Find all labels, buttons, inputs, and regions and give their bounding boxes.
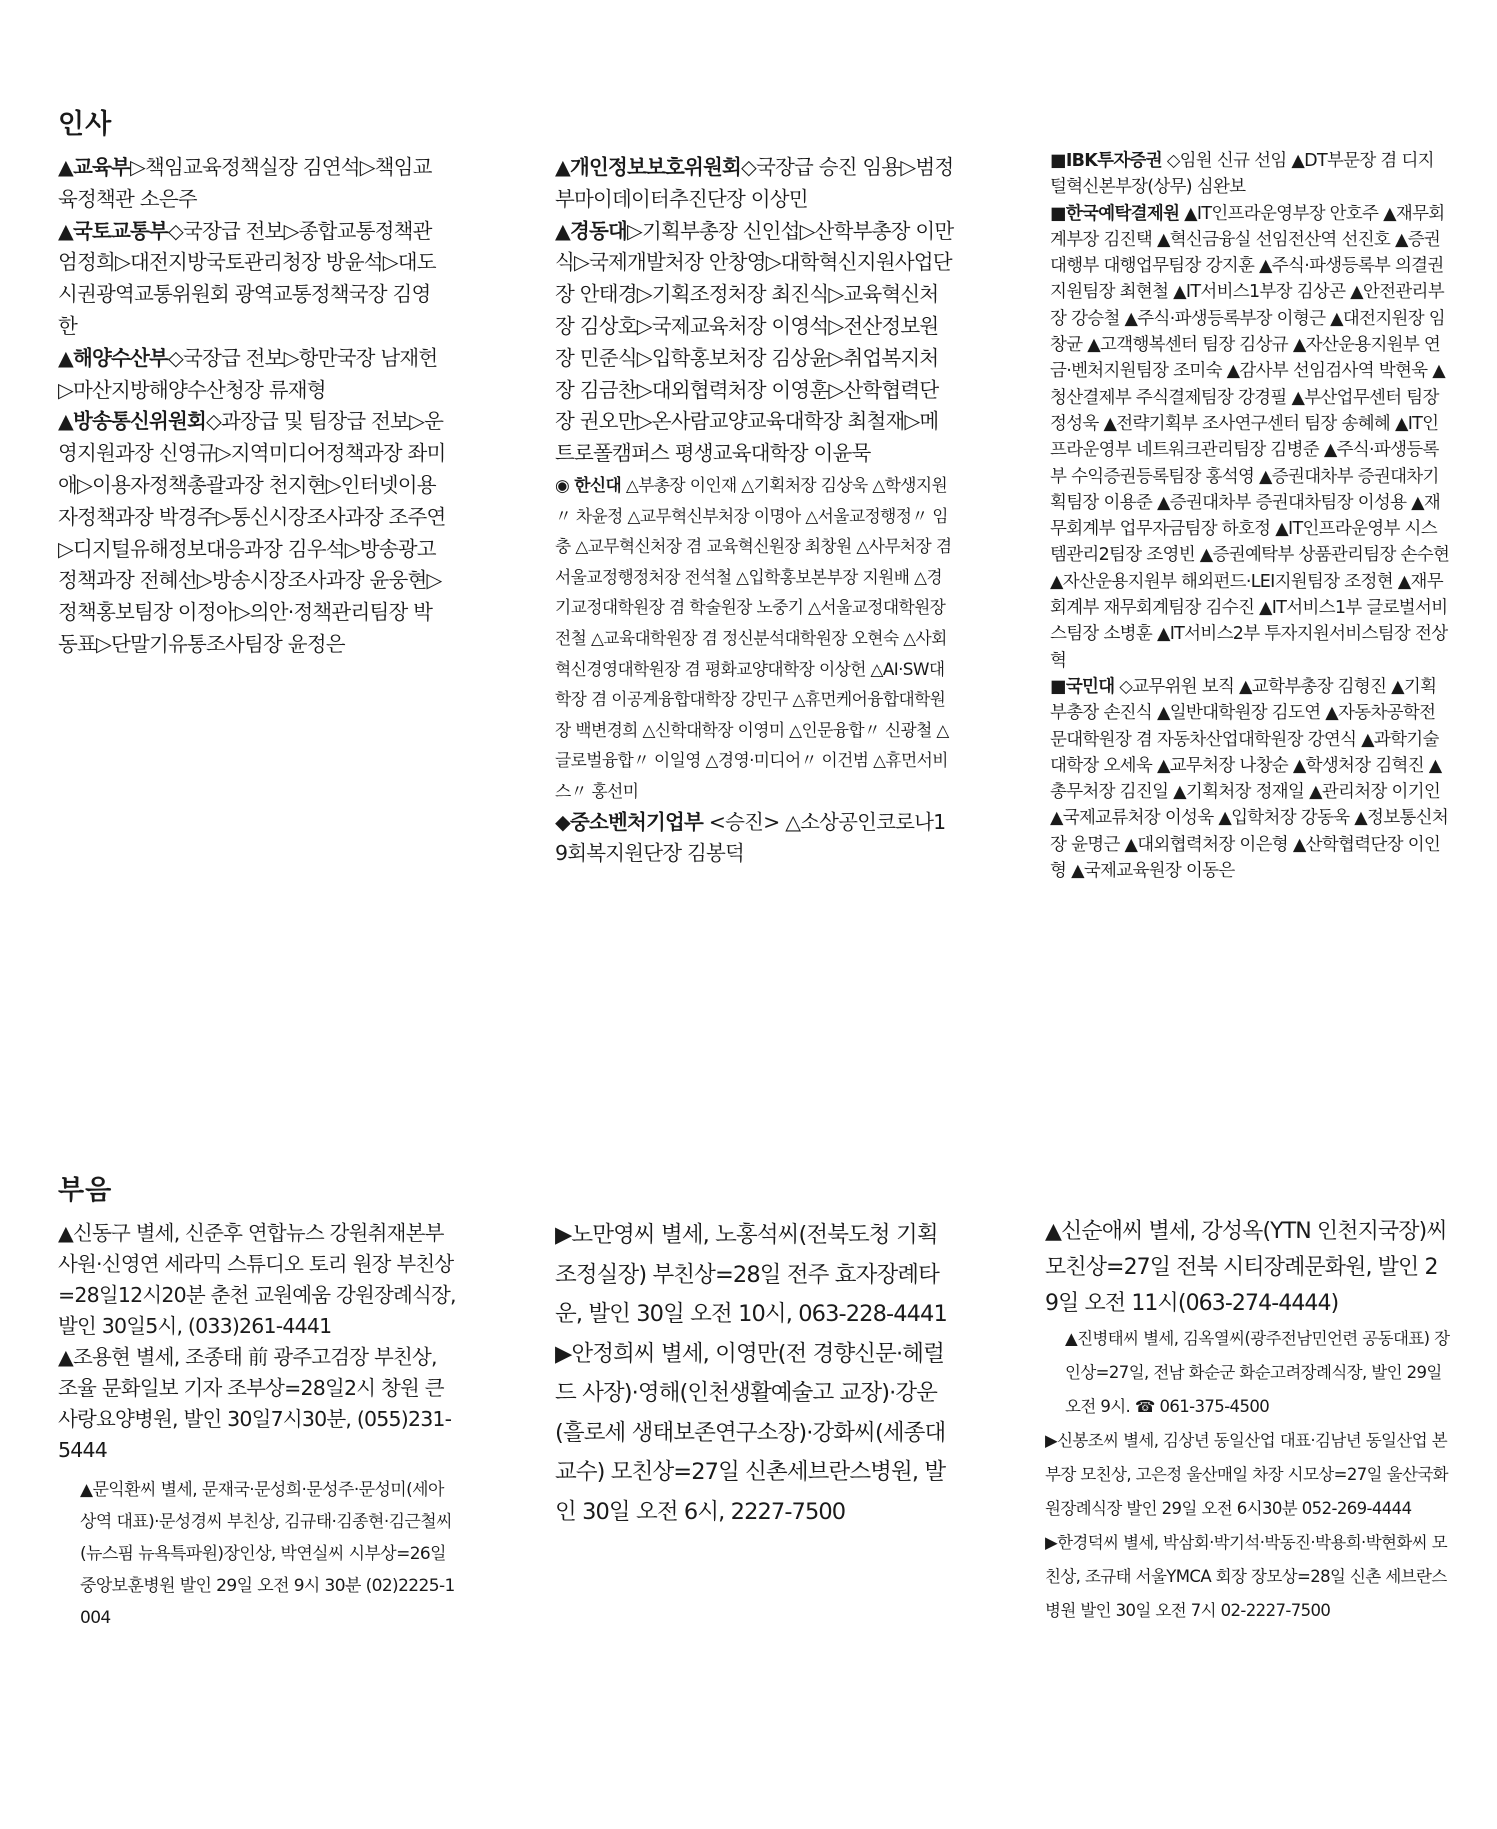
org-name: ▲교육부	[58, 155, 130, 179]
obituary-entry: ▶안정희씨 별세, 이영만(전 경향신문·헤럴드 사장)·영해(인천생활예술고 교장)·강운(흘로세 생태보존연구소장)·강화씨(세종대 교수) 모친상=27일 신촌세브란스병원, 발인 30일 오전 6시, 2227-7500	[555, 1340, 946, 1525]
org-name: ▲국토교통부	[58, 218, 168, 243]
org-name: ▲해양수산부	[58, 345, 168, 370]
obituary-entry-small: ▶한경덕씨 별세, 박삼회·박기석·박동진·박용희·박현화씨 모친상, 조규태 서울YMCA 회장 장모상=28일 신촌 세브란스병원 발인 30일 오전 7시 02-2227-7500	[1045, 1533, 1448, 1620]
org-name: ▲경동대	[555, 218, 627, 243]
org-name: ▲개인정보보호위원회	[555, 155, 741, 179]
personnel-entry	[555, 470, 955, 807]
personnel-column-1	[58, 152, 448, 661]
org-name: ■IBK투자증권	[1050, 151, 1162, 171]
entry-text: ◇교무위원 보직 ▲교학부총장 김형진 ▲기획부총장 손진식 ▲일반대학원장 김도연 ▲자동차공학전문대학원장 겸 자동차산업대학원장 강연식 ▲과학기술대학장 오세욱 ▲교무처장 나창순 ▲학생처장 김혁진 ▲총무처장 김진일 ▲기획처장 정재일 ▲관리처장 이기인 ▲국제교류처장 이성욱 ▲입학처장 강동욱 ▲정보통신처장 윤명근 ▲대외협력처장 이은형 ▲산학협력단장 이인형 ▲국제교육원장 이동은	[1050, 676, 1449, 882]
obituary-heading: 부음	[58, 1175, 113, 1206]
personnel-entry	[1050, 201, 1450, 674]
entry-text: ◇국장급 전보▷종합교통정책관 엄정희▷대전지방국토관리청장 방윤석▷대도시권광역교통위원회 광역교통정책국장 김영한	[58, 218, 436, 338]
obituary-entry-small: ▲문익환씨 별세, 문재국·문성희·문성주·문성미(세아상역 대표)·문성경씨 부친상, 김규태·김종현·김근철씨(뉴스핌 뉴욕특파원)장인상, 박연실씨 시부상=26일 중앙보훈병원 발인 29일 오전 9시 30분 (02)2225-1004	[80, 1480, 455, 1628]
personnel-entry	[58, 152, 448, 216]
org-name: ◆중소벤처기업부	[555, 809, 703, 834]
entry-text: △부총장 이인재 △기획처장 김상욱 △학생지원〃 차윤정 △교무혁신부처장 이명아 △서울교정행정〃 임충 △교무혁신처장 겸 교육혁신원장 최창원 △사무처장 겸 서울교정행정처장 전석철 △입학홍보본부장 지원배 △경기교정대학원장 겸 학술원장 노중기 △서울교정대학원장 전철 △교육대학원장 겸 정신분석대학원장 오현숙 △사회혁신경영대학원장 겸 평화교양대학장 이상헌 △AI·SW대학장 겸 이공계융합대학장 강민구 △휴먼케어융합대학원장 백변경희 △신학대학장 이영미 △인문융합〃 신광철 △글로벌융합〃 이일영 △경영·미디어〃 이건범 △휴먼서비스〃 홍선미	[555, 474, 952, 801]
personnel-entry	[1050, 148, 1450, 201]
org-name: ◉ 한신대	[555, 474, 622, 495]
personnel-column-2	[555, 152, 955, 870]
obituary-entry: ▲조용현 별세, 조종태 前 광주고검장 부친상, 조율 문화일보 기자 조부상=28일2시 창원 큰사랑요양병원, 발인 30일7시30분, (055)231-5444	[58, 1345, 452, 1462]
obituary-entry: ▶노만영씨 별세, 노홍석씨(전북도청 기획조정실장) 부친상=28일 전주 효자장례타운, 발인 30일 오전 10시, 063-228-4441	[555, 1222, 947, 1327]
entry-text: ▲IT인프라운영부장 안호주 ▲재무회계부장 김진택 ▲혁신금융실 선임전산역 선진호 ▲증권대행부 대행업무팀장 강지훈 ▲주식·파생등록부 의결권지원팀장 최현철 ▲IT서비스1부장 김상곤 ▲안전관리부장 강승철 ▲주식·파생등록부장 이형근 ▲대전지원장 임창균 ▲고객행복센터 팀장 김상규 ▲자산운용지원부 연금·벤처지원팀장 조미숙 ▲감사부 선임검사역 박현욱 ▲청산결제부 주식결제팀장 강경필 ▲부산업무센터 팀장 정성욱 ▲전략기획부 조사연구센터 팀장 송혜혜 ▲IT인프라운영부 네트워크관리팀장 김병준 ▲주식·파생등록부 수익증권등록팀장 홍석영 ▲증권대차부 증권대차기획팀장 이용준 ▲증권대차부 증권대차팀장 이성용 ▲재무회계부 업무자금팀장 하호정 ▲IT인프라운영부 시스템관리2팀장 조영빈 ▲증권예탁부 상품관리팀장 손수현 ▲자산운용지원부 해외펀드·LEI지원팀장 조정현 ▲재무회계부 재무회계팀장 김수진 ▲IT서비스1부 글로벌서비스팀장 소병훈 ▲IT서비스2부 투자지원서비스팀장 전상혁	[1050, 203, 1450, 671]
entry-text: ▷기획부총장 신인섭▷산학부총장 이만식▷국제개발처장 안창영▷대학혁신지원사업단장 안태경▷기획조정처장 최진식▷교육혁신처장 김상호▷국제교육처장 이영석▷전산정보원장 민준식▷입학홍보처장 김상윤▷취업복지처장 김금찬▷대외협력처장 이영훈▷산학협력단장 권오만▷온사람교양교육대학장 최철재▷메트로폴캠퍼스 평생교육대학장 이윤묵	[555, 218, 954, 466]
obituary-column-1	[58, 1218, 458, 1634]
personnel-entry	[555, 152, 955, 216]
obituary-entry: ▲신순애씨 별세, 강성옥(YTN 인천지국장)씨 모친상=27일 전북 시티장례문화원, 발인 29일 오전 11시(063-274-4444)	[1045, 1219, 1447, 1316]
entry-text: ▷책임교육정책실장 김연석▷책임교육정책관 소은주	[58, 155, 432, 211]
org-name: ■국민대	[1050, 676, 1115, 697]
org-name: ■한국예탁결제원	[1050, 203, 1180, 224]
entry-text: ◇과장급 및 팀장급 전보▷운영지원과장 신영규▷지역미디어정책과장 좌미애▷이용자정책총괄과장 천지현▷인터넷이용자정책과장 박경주▷통신시장조사과장 조주연▷디지털유해정보대응과장 김우석▷방송광고정책과장 전혜선▷방송시장조사과장 윤웅현▷정책홍보팀장 이정아▷의안·정책관리팀장 박동표▷단말기유통조사팀장 윤정은	[58, 409, 446, 656]
entry-text: ◇국장급 승진 임용▷범정부마이데이터추진단장 이상민	[555, 155, 954, 211]
org-name: ▲방송통신위원회	[58, 409, 206, 434]
personnel-entry	[555, 807, 955, 871]
personnel-entry	[1050, 674, 1450, 884]
obituary-entry-small: ▶신봉조씨 별세, 김상년 동일산업 대표·김남년 동일산업 본부장 모친상, 고은정 울산매일 차장 시모상=27일 울산국화원장례식장 발인 29일 오전 6시30분 052-269-4444	[1045, 1431, 1448, 1518]
obituary-column-2	[555, 1216, 957, 1532]
personnel-entry	[58, 406, 448, 660]
personnel-heading: 인사	[58, 109, 113, 140]
obituary-entry: ▲신동구 별세, 신준후 연합뉴스 강원취재본부 사원·신영연 세라믹 스튜디오 토리 원장 부친상=28일12시20분 춘천 교원예움 강원장례식장, 발인 30일5시, (033)261-4441	[58, 1221, 456, 1338]
personnel-entry	[58, 343, 448, 407]
personnel-column-3	[1050, 148, 1450, 884]
personnel-entry	[58, 216, 448, 343]
personnel-entry	[555, 216, 955, 470]
entry-text: ◇임원 신규 선임 ▲DT부문장 겸 디지털혁신본부장(상무) 심완보	[1050, 151, 1434, 198]
entry-text: ◇국장급 전보▷항만국장 남재헌▷마산지방해양수산청장 류재형	[58, 345, 438, 402]
obituary-column-3	[1045, 1214, 1450, 1628]
entry-text: <승진> △소상공인코로나19회복지원단장 김봉덕	[555, 809, 946, 866]
obituary-entry-small: ▲진병태씨 별세, 김옥열씨(광주전남민언련 공동대표) 장인상=27일, 전남 화순군 화순고려장례식장, 발인 29일 오전 9시. ☎ 061-375-4500	[1065, 1329, 1450, 1416]
